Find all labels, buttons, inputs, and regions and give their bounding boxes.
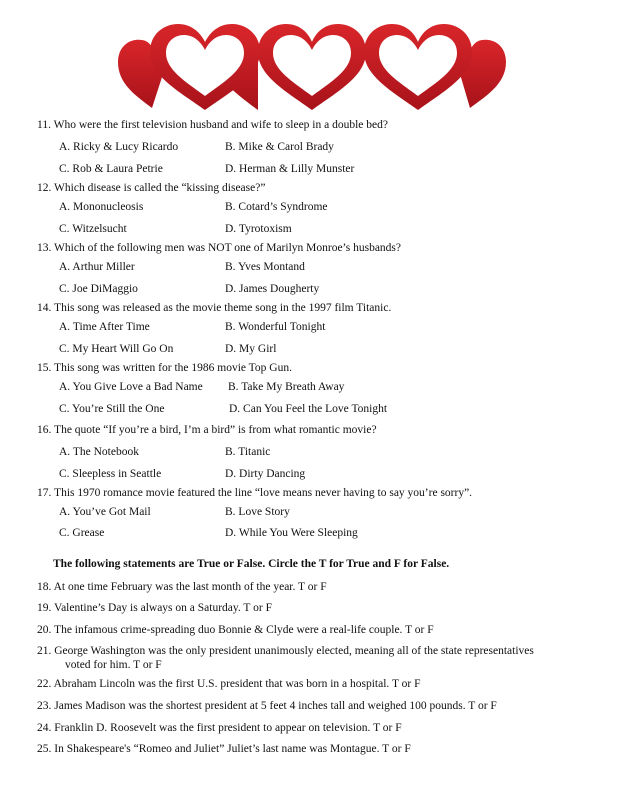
question-16: 16. The quote “If you’re a bird, I’m a bird” is from what romantic movie?: [37, 424, 377, 436]
option-16b: B. Titanic: [225, 446, 271, 458]
option-16d: D. Dirty Dancing: [225, 468, 306, 480]
tf-item-25: 25. In Shakespeare's “Romeo and Juliet” Juliet’s last name was Montague. T or F: [37, 743, 411, 755]
option-12d: D. Tyrotoxism: [225, 223, 292, 235]
option-13c: C. Joe DiMaggio: [59, 283, 138, 295]
option-16c: C. Sleepless in Seattle: [59, 468, 162, 480]
option-15b: B. Take My Breath Away: [228, 381, 345, 393]
option-15a: A. You Give Love a Bad Name: [59, 381, 203, 393]
option-17d: D. While You Were Sleeping: [225, 527, 358, 539]
question-15: 15. This song was written for the 1986 movie Top Gun.: [37, 362, 292, 374]
option-12a: A. Mononucleosis: [59, 201, 144, 213]
option-14d: D. My Girl: [225, 343, 277, 355]
option-13a: A. Arthur Miller: [59, 261, 135, 273]
question-14: 14. This song was released as the movie theme song in the 1997 film Titanic.: [37, 302, 392, 314]
tf-item-23: 23. James Madison was the shortest president at 5 feet 4 inches tall and weighed 100 pounds. T or F: [37, 700, 497, 712]
question-13: 13. Which of the following men was NOT one of Marilyn Monroe’s husbands?: [37, 242, 402, 254]
tf-item-19: 19. Valentine’s Day is always on a Saturday. T or F: [37, 602, 272, 614]
option-14b: B. Wonderful Tonight: [225, 321, 326, 333]
question-12: 12. Which disease is called the “kissing disease?”: [37, 182, 266, 194]
option-11d: D. Herman & Lilly Munster: [225, 163, 355, 175]
tf-item-24: 24. Franklin D. Roosevelt was the first president to appear on television. T or F: [37, 722, 402, 734]
question-11: 11. Who were the first television husband and wife to sleep in a double bed?: [37, 119, 388, 131]
option-13b: B. Yves Montand: [225, 261, 305, 273]
tf-item-18: 18. At one time February was the last month of the year. T or F: [37, 581, 327, 593]
option-14c: C. My Heart Will Go On: [59, 343, 174, 355]
tf-item-21: 21. George Washington was the only president unanimously elected, meaning all of the state representatives: [37, 645, 534, 657]
option-15d: D. Can You Feel the Love Tonight: [229, 403, 388, 415]
option-17b: B. Love Story: [225, 506, 290, 518]
tf-item-22: 22. Abraham Lincoln was the first U.S. president that was born in a hospital. T or F: [37, 678, 421, 690]
option-12c: C. Witzelsucht: [59, 223, 127, 235]
option-12b: B. Cotard’s Syndrome: [225, 201, 328, 213]
option-17a: A. You’ve Got Mail: [59, 506, 151, 518]
tf-item-20: 20. The infamous crime-spreading duo Bonnie & Clyde were a real-life couple. T or F: [37, 624, 434, 636]
option-17c: C. Grease: [59, 527, 105, 539]
option-11b: B. Mike & Carol Brady: [225, 141, 334, 153]
option-15c: C. You’re Still the One: [59, 403, 165, 415]
option-16a: A. The Notebook: [59, 446, 139, 458]
option-11c: C. Rob & Laura Petrie: [59, 163, 163, 175]
option-13d: D. James Dougherty: [225, 283, 320, 295]
tf-section-title: The following statements are True or False. Circle the T for True and F for False.: [53, 558, 450, 570]
question-17: 17. This 1970 romance movie featured the line “love means never having to say you’re sorry”.: [37, 487, 473, 499]
option-14a: A. Time After Time: [59, 321, 150, 333]
heart-chain-icon: [0, 0, 627, 115]
tf-item-21-continued: voted for him. T or F: [65, 659, 162, 671]
option-11a: A. Ricky & Lucy Ricardo: [59, 141, 179, 153]
